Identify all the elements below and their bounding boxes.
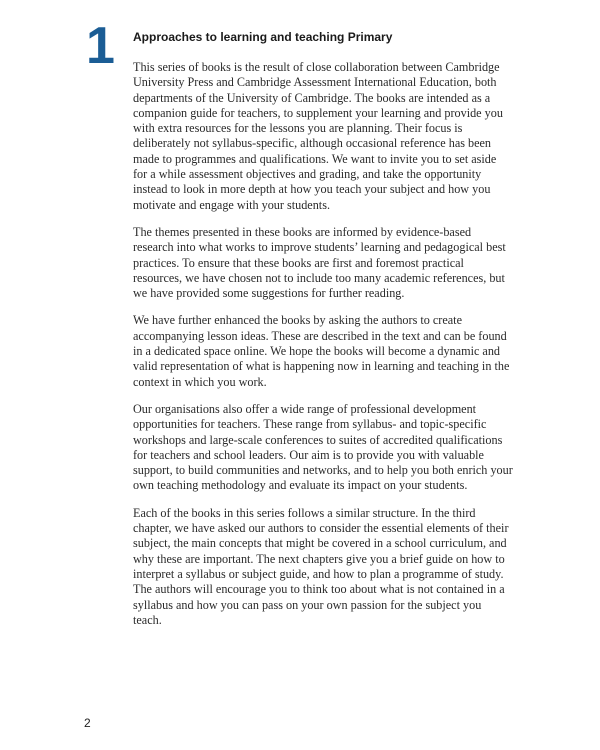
- paragraph-1: This series of books is the result of close collaboration between Cambridge University Press and Cambridge Assessment International Education, both departments of the University of Cambridge. The books are intended as a companion guide for teachers, to supplement your learning and provide you with extra resources for the lessons you are planning. Their focus is deliberately not syllabus-specific, although occasional reference has been made to programmes and qualifications. We want to invite you to set aside for a while assessment objectives and grading, and take the opportunity instead to look in more depth at how you teach your subject and how you motivate and engage with your students.: [133, 60, 503, 212]
- chapter-title: Approaches to learning and teaching Primary: [133, 30, 393, 44]
- chapter-number: 1: [86, 17, 115, 75]
- paragraph-4: Our organisations also offer a wide range of professional development opportunities for teachers. These range from syllabus- and topic-specific workshops and large-scale conferences to suites of accredited qualifications for teachers and school leaders. Our aim is to provide you with valuable support, to build communities and networks, and to help you both enrich your own teaching methodology and evaluate its impact on your students.: [133, 401, 513, 493]
- page-number: 2: [84, 716, 91, 730]
- paragraph-2: The themes presented in these books are informed by evidence-based research into what works to improve students’ learning and pedagogical best practices. To ensure that these books are first and foremost practical resources, we have chosen not to include too many academic references, but we have provided some suggestions for further reading.: [133, 224, 506, 301]
- body-text: [133, 60, 513, 640]
- paragraph-3: We have further enhanced the books by asking the authors to create accompanying lesson ideas. These are described in the text and can be found in a dedicated space online. We hope the books will become a dynamic and valid representation of what is happening now in learning and teaching in the context in which you work.: [133, 313, 510, 389]
- paragraph-5: Each of the books in this series follows a similar structure. In the third chapter, we have asked our authors to consider the essential elements of their subject, the main concepts that might be covered in a school curriculum, and why these are important. The next chapters give you a brief guide on how to interpret a syllabus or subject guide, and how to plan a programme of study. The authors will encourage you to think too about what is not contained in a syllabus and how you can pass on your own passion for the subject you teach.: [133, 505, 509, 627]
